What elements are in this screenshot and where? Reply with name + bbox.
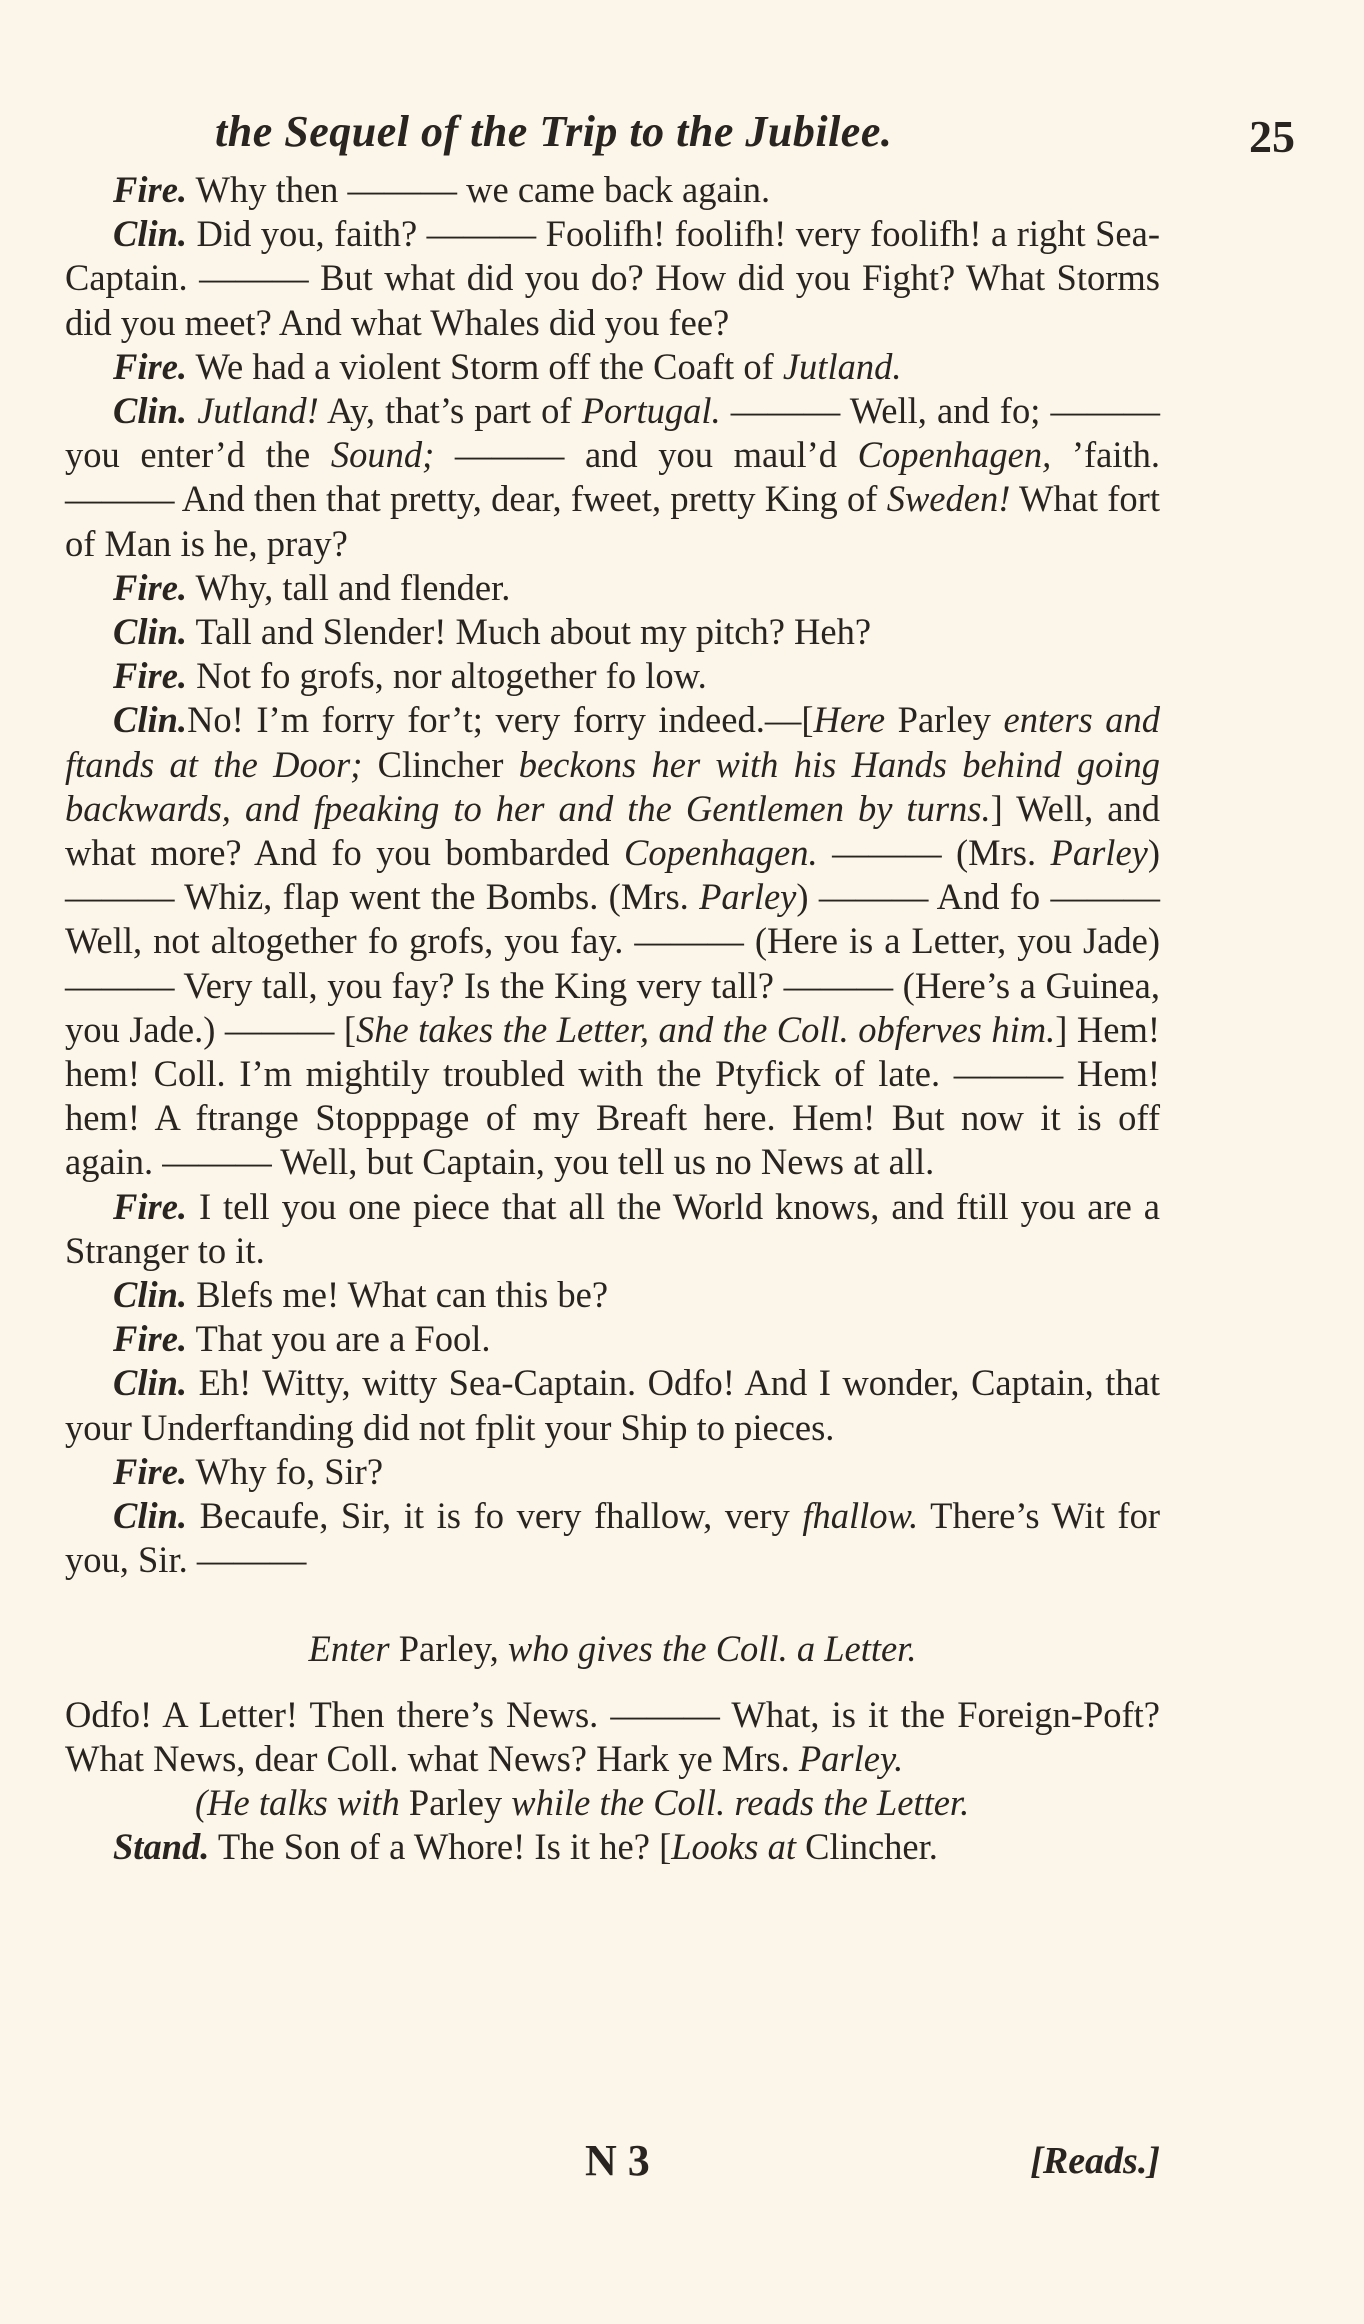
place-name: Portugal. xyxy=(581,390,721,432)
place-name: Jutland. xyxy=(782,345,902,387)
speech-text: Eh! Witty, witty Sea-Captain. Odfo! And I wonder, Captain, that your Underftanding did not fplit your Ship to pieces. xyxy=(65,1362,1160,1448)
speaker-name: Fire. xyxy=(113,655,188,697)
speech-text: Tall and Slender! Much about my pitch? Heh? xyxy=(187,611,872,653)
character-name: Parley xyxy=(1050,832,1148,874)
speech-text: Odfo! A Letter! Then there’s News. ——— What, is it the Foreign-Poft? What News, dear Coll. what News? Hark ye Mrs. xyxy=(65,1693,1160,1779)
character-name: Parley xyxy=(885,699,1004,741)
stage-direction: enters and ftands at the Door; xyxy=(65,699,1161,785)
speech-text: Not fo grofs, nor altogether fo low. xyxy=(187,655,707,697)
running-title: the Sequel of the Trip to the Jubilee. xyxy=(215,107,893,156)
speaker-name: Clin. xyxy=(113,699,188,741)
character-name: Parley xyxy=(699,876,797,918)
dialogue-line xyxy=(65,345,1160,389)
place-name: Sweden! xyxy=(886,478,1011,520)
dialogue-line xyxy=(65,698,1160,1184)
speaker-name: Stand. xyxy=(113,1826,210,1868)
place-name: Copenhagen, xyxy=(857,434,1052,476)
page-footer xyxy=(65,2135,1160,2195)
dialogue-line xyxy=(65,610,1160,654)
speech-text: Why then ——— we came back again. xyxy=(187,169,771,210)
dialogue-line xyxy=(65,389,1160,566)
speaker-name: Clin. xyxy=(113,1362,188,1404)
speech-text: ] Well, and what more? And fo you bombarded xyxy=(65,787,1160,874)
character-name: Parley xyxy=(399,1782,512,1824)
speech-text: ——— and you maul’d xyxy=(434,434,858,476)
signature-mark: N 3 xyxy=(585,2136,650,2185)
stage-direction: (He talks with xyxy=(195,1782,400,1824)
speech-text: Ay, that’s part of xyxy=(318,390,582,432)
speech-text: Becaufe, Sir, it is fo very fhallow, very xyxy=(187,1495,803,1537)
speaker-name: Fire. xyxy=(113,566,188,608)
speech-text: Why fo, Sir? xyxy=(187,1450,384,1492)
speaker-name: Clin. xyxy=(113,1274,188,1316)
stage-direction: Enter xyxy=(308,1627,390,1669)
stage-direction-enter xyxy=(65,1627,1160,1671)
speech-text: We had a violent Storm off the Coaft of xyxy=(187,345,783,387)
speech-text: ——— Well, and fo; ——— you enter’d the xyxy=(65,390,1160,476)
stage-direction: Here xyxy=(813,699,886,741)
speaker-name: Clin. xyxy=(113,390,188,432)
stage-direction: beckons her with his Hands behind going backwards, and fpeaking to her and the Gentlemen by turns. xyxy=(65,743,1161,829)
speech-text: ’faith. ——— And then that pretty, dear, fweet, pretty King of xyxy=(65,434,1161,520)
speaker-name: Fire. xyxy=(113,169,188,210)
place-name: Copenhagen. xyxy=(624,832,818,874)
character-name: Clincher. xyxy=(795,1826,938,1868)
speech-text: I tell you one piece that all the World knows, and ftill you are a Stranger to it. xyxy=(65,1185,1160,1271)
dialogue-line xyxy=(65,212,1160,345)
italic-text: Jutland! xyxy=(187,390,319,432)
dialogue-line xyxy=(65,1693,1160,1781)
dialogue-line xyxy=(65,566,1160,610)
speech-text: No! I’m forry for’t; very forry indeed.—[ xyxy=(187,699,814,741)
speech-text: ] Hem! hem! Coll. I’m mightily troubled with the Ptyfick of late. ——— Hem! hem! A ftrange Stopppage of my Breaft here. Hem! But now it is off again. ——— Well, but Captain, you tell us no News at all. xyxy=(65,1008,1160,1183)
dialogue-line xyxy=(65,168,1160,212)
catchword: [Reads.] xyxy=(1030,2140,1160,2182)
speaker-name: Fire. xyxy=(113,1185,188,1227)
place-name: Sound; xyxy=(330,434,435,476)
dialogue-line xyxy=(65,1494,1160,1582)
speech-text: ) ——— And fo ——— Well, not altogether fo grofs, you fay. ——— (Here is a Letter, you Jade) ——— Very tall, you fay? Is the King very tall? ——— (Here’s a Guinea, you Jade.) ——— [ xyxy=(65,876,1160,1050)
stage-direction: She takes the Letter, and the Coll. obferves him. xyxy=(355,1008,1056,1050)
dialogue-line xyxy=(65,1361,1160,1449)
speech-text: Blefs me! What can this be? xyxy=(187,1274,609,1316)
speaker-name: Clin. xyxy=(113,611,188,653)
page-body xyxy=(65,168,1160,1870)
character-name: Parley. xyxy=(798,1737,904,1779)
speech-text: What fort of Man is he, pray? xyxy=(65,478,1160,564)
italic-text: fhallow. xyxy=(802,1495,919,1537)
speaker-name: Fire. xyxy=(113,1450,188,1492)
speaker-name: Clin. xyxy=(113,213,188,255)
speaker-name: Fire. xyxy=(113,1318,188,1360)
stage-direction: Looks at xyxy=(671,1826,796,1868)
dialogue-line xyxy=(65,1450,1160,1494)
speaker-name: Fire. xyxy=(113,345,188,387)
speech-text: That you are a Fool. xyxy=(187,1318,491,1360)
page-header xyxy=(215,100,1295,170)
speaker-name: Clin. xyxy=(113,1495,188,1537)
dialogue-line xyxy=(65,654,1160,698)
stage-direction-aside xyxy=(65,1781,1160,1825)
character-name: Parley, xyxy=(389,1627,508,1669)
dialogue-line xyxy=(65,1273,1160,1317)
speech-text: Why, tall and flender. xyxy=(187,566,511,608)
character-name: Clincher xyxy=(362,743,519,785)
speech-text: ——— (Mrs. xyxy=(817,832,1051,874)
speech-text: Did you, faith? ——— Foolifh! foolifh! very foolifh! a right Sea-Captain. ——— But what did you do? How did you Fight? What Storms did you meet? And what Whales did you fee? xyxy=(65,213,1160,343)
dialogue-line xyxy=(65,1317,1160,1361)
speech-text: There’s Wit for you, Sir. ——— xyxy=(65,1495,1160,1581)
stage-direction: who gives the Coll. a Letter. xyxy=(507,1627,917,1669)
dialogue-line xyxy=(65,1825,1160,1869)
speech-text: The Son of a Whore! Is it he? [ xyxy=(209,1826,672,1868)
page-number: 25 xyxy=(1249,111,1295,162)
dialogue-line xyxy=(65,1185,1160,1273)
stage-direction: while the Coll. reads the Letter. xyxy=(511,1782,970,1824)
speech-text: ) ——— Whiz, flap went the Bombs. (Mrs. xyxy=(65,832,1160,918)
